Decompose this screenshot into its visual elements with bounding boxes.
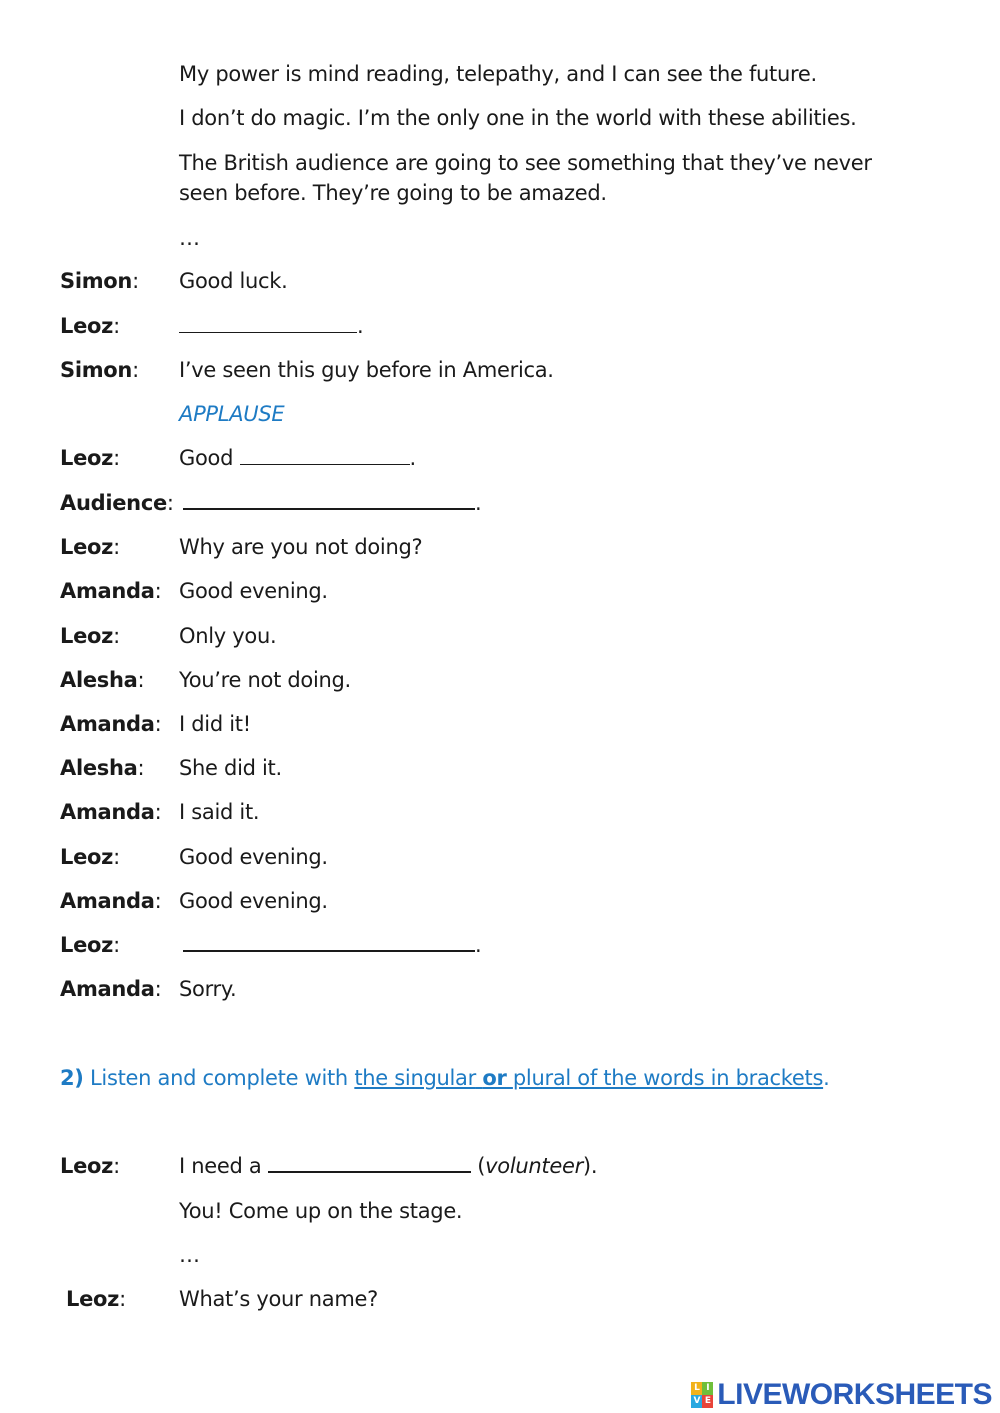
- answer-blank[interactable]: [179, 312, 357, 333]
- intro-line: The British audience are going to see something that they’ve never: [179, 151, 872, 175]
- answer-blank[interactable]: [183, 488, 475, 510]
- dialogue-line: Good luck.: [179, 269, 288, 293]
- speaker-label: Amanda:: [60, 800, 162, 824]
- speaker-label: Leoz:: [60, 314, 120, 338]
- dialogue-line: Good evening.: [179, 845, 328, 869]
- dialogue-line: Good evening.: [179, 579, 328, 603]
- intro-line: seen before. They’re going to be amazed.: [179, 181, 607, 205]
- intro-line: I don’t do magic. I’m the only one in the world with these abilities.: [179, 106, 857, 130]
- exercise-instruction: 2) Listen and complete with the singular or plural of the words in brackets.: [60, 1066, 830, 1090]
- dialogue-line: Only you.: [179, 624, 277, 648]
- liveworksheets-logo: [691, 1378, 992, 1412]
- speaker-label: Leoz:: [60, 624, 120, 648]
- speaker-label: Amanda:: [60, 579, 162, 603]
- instruction-emphasis: the singular or plural of the words in brackets: [354, 1066, 824, 1090]
- speaker-label: Alesha:: [60, 668, 145, 692]
- dialogue-line: .: [183, 488, 481, 518]
- answer-blank[interactable]: [268, 1151, 471, 1173]
- speaker-label: Leoz:: [60, 1154, 120, 1178]
- dialogue-line: She did it.: [179, 756, 282, 780]
- speaker-label: Amanda:: [60, 889, 162, 913]
- speaker-label: Leoz:: [60, 933, 120, 957]
- intro-line: My power is mind reading, telepathy, and I can see the future.: [179, 62, 817, 86]
- word-hint: volunteer: [485, 1154, 583, 1178]
- dialogue-line: I said it.: [179, 800, 260, 824]
- dialogue-line: I need a (volunteer).: [179, 1151, 597, 1181]
- dialogue-line: Good evening.: [179, 889, 328, 913]
- dialogue-line: Sorry.: [179, 977, 237, 1001]
- dialogue-line: .: [179, 311, 363, 341]
- logo-icon: L I V E: [691, 1382, 713, 1408]
- speaker-label: Leoz:: [66, 1287, 126, 1311]
- intro-ellipsis: …: [179, 226, 200, 250]
- speaker-label: Amanda:: [60, 712, 162, 736]
- speaker-label: Amanda:: [60, 977, 162, 1001]
- dialogue-line: I did it!: [179, 712, 251, 736]
- dialogue-line: Good .: [179, 446, 416, 470]
- dialogue-line: You! Come up on the stage.: [179, 1199, 463, 1223]
- dialogue-line: You’re not doing.: [179, 668, 351, 692]
- dialogue-line: Why are you not doing?: [179, 535, 423, 559]
- speaker-label: Alesha:: [60, 756, 145, 780]
- speaker-label: Leoz:: [60, 446, 120, 470]
- ellipsis: …: [179, 1243, 200, 1267]
- dialogue-line: .: [183, 930, 481, 960]
- dialogue-line: I’ve seen this guy before in America.: [179, 358, 554, 382]
- logo-text: LIVEWORKSHEETS: [717, 1378, 992, 1411]
- dialogue-line: What’s your name?: [179, 1287, 378, 1311]
- speaker-label: Leoz:: [60, 535, 120, 559]
- speaker-label: Simon:: [60, 358, 139, 382]
- stage-direction: APPLAUSE: [179, 402, 285, 426]
- answer-blank[interactable]: [240, 444, 410, 465]
- speaker-label: Simon:: [60, 269, 139, 293]
- speaker-label: Audience:: [60, 491, 174, 515]
- speaker-label: Leoz:: [60, 845, 120, 869]
- answer-blank[interactable]: [183, 930, 475, 952]
- exercise-number: 2): [60, 1066, 84, 1090]
